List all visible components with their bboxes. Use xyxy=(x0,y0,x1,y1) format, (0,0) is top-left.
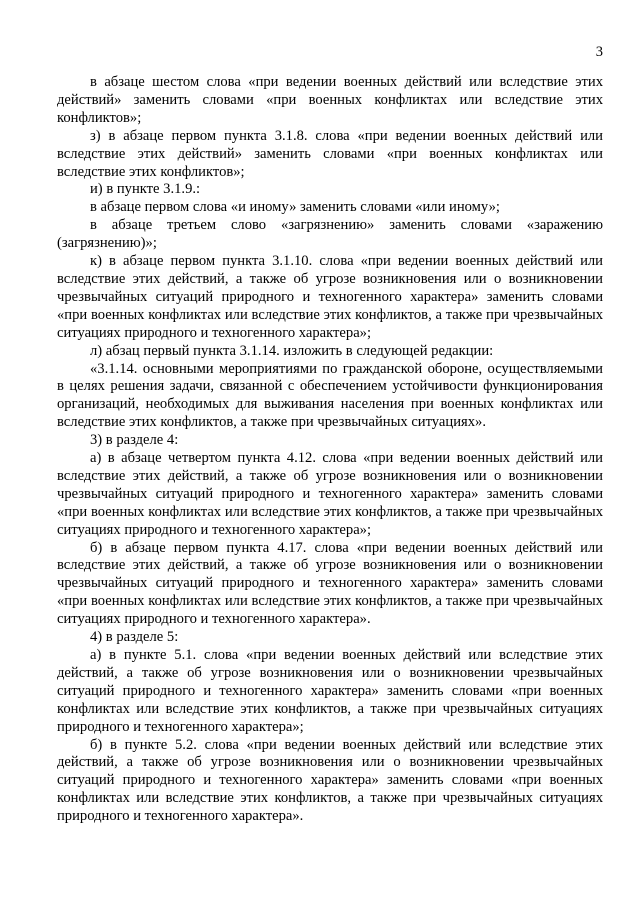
paragraph-section-4: 3) в разделе 4: xyxy=(90,432,179,449)
paragraph-a-4-12: а) в абзаце четвертом пункта 4.12. слова «при ведении военных действий или вследствие этих действий, а также об угрозе возникновения или о возникновении чрезвычайных ситуаций природного и техногенного характера» заменить словами «при военных конфликтах или вследствие этих конфликтов, а также при чрезвычайных ситуациях природного и техногенного характера»; xyxy=(57,450,603,538)
paragraph-section-5: 4) в разделе 5: xyxy=(90,629,179,646)
paragraph-i-3-1-9: и) в пункте 3.1.9.: xyxy=(90,181,201,198)
paragraph-a-5-1: а) в пункте 5.1. слова «при ведении военных действий или вследствие этих действий, а также об угрозе возникновения или о возникновении чрезвычайных ситуаций природного и техногенного характера» заменить словами «при военных конфликтах или вследствие этих конфликтов, а также при чрезвычайных ситуациях природного и техногенного характера»; xyxy=(57,647,603,735)
page-number: 3 xyxy=(595,44,603,60)
paragraph-3-1-14-text: «3.1.14. основными мероприятиями по гражданской обороне, осуществляемыми в целях решения задачи, связанной с обеспечением устойчивости функционирования организаций, необходимых для выживания населения при военных конфликтах или вследствие этих конфликтов, а также при чрезвычайных ситуациях». xyxy=(57,360,603,431)
paragraph-k-3-1-10: к) в абзаце первом пункта 3.1.10. слова «при ведении военных действий или вследствие этих действий, а также об угрозе возникновения или о возникновении чрезвычайных ситуаций природного и техногенного характера» заменить словами «при военных конфликтах или вследствие этих конфликтов, а также при чрезвычайных ситуациях природного и техногенного характера»; xyxy=(57,253,603,341)
document-body xyxy=(57,74,603,826)
paragraph-abzac-shestoy: в абзаце шестом слова «при ведении военных действий или вследствие этих действий» заменить словами «при военных конфликтах или вследствие этих конфликтов»; xyxy=(57,74,603,126)
paragraph-i-abzac-pervy: в абзаце первом слова «и иному» заменить словами «или иному»; xyxy=(90,199,500,216)
paragraph-b-4-17: б) в абзаце первом пункта 4.17. слова «при ведении военных действий или вследствие этих действий, а также об угрозе возникновения или о возникновении чрезвычайных ситуаций природного и техногенного характера» заменить словами «при военных конфликтах или вследствие этих конфликтов, а также при чрезвычайных ситуациях природного и техногенного характера». xyxy=(57,539,603,628)
paragraph-b-5-2: б) в пункте 5.2. слова «при ведении военных действий или вследствие этих действий, а также об угрозе возникновения или о возникновении чрезвычайных ситуаций природного и техногенного характера» заменить словами «при военных конфликтах или вследствие этих конфликтов, а также при чрезвычайных ситуациях природного и техногенного характера». xyxy=(57,736,603,825)
paragraph-l-3-1-14: л) абзац первый пункта 3.1.14. изложить в следующей редакции: xyxy=(90,342,494,359)
paragraph-z-3-1-8: з) в абзаце первом пункта 3.1.8. слова «при ведении военных действий или вследствие этих действий» заменить словами «при военных конфликтах или вследствие этих конфликтов»; xyxy=(57,127,603,180)
paragraph-i-abzac-tretiy: в абзаце третьем слово «загрязнению» заменить словами «заражению (загрязнению)»; xyxy=(57,217,603,252)
